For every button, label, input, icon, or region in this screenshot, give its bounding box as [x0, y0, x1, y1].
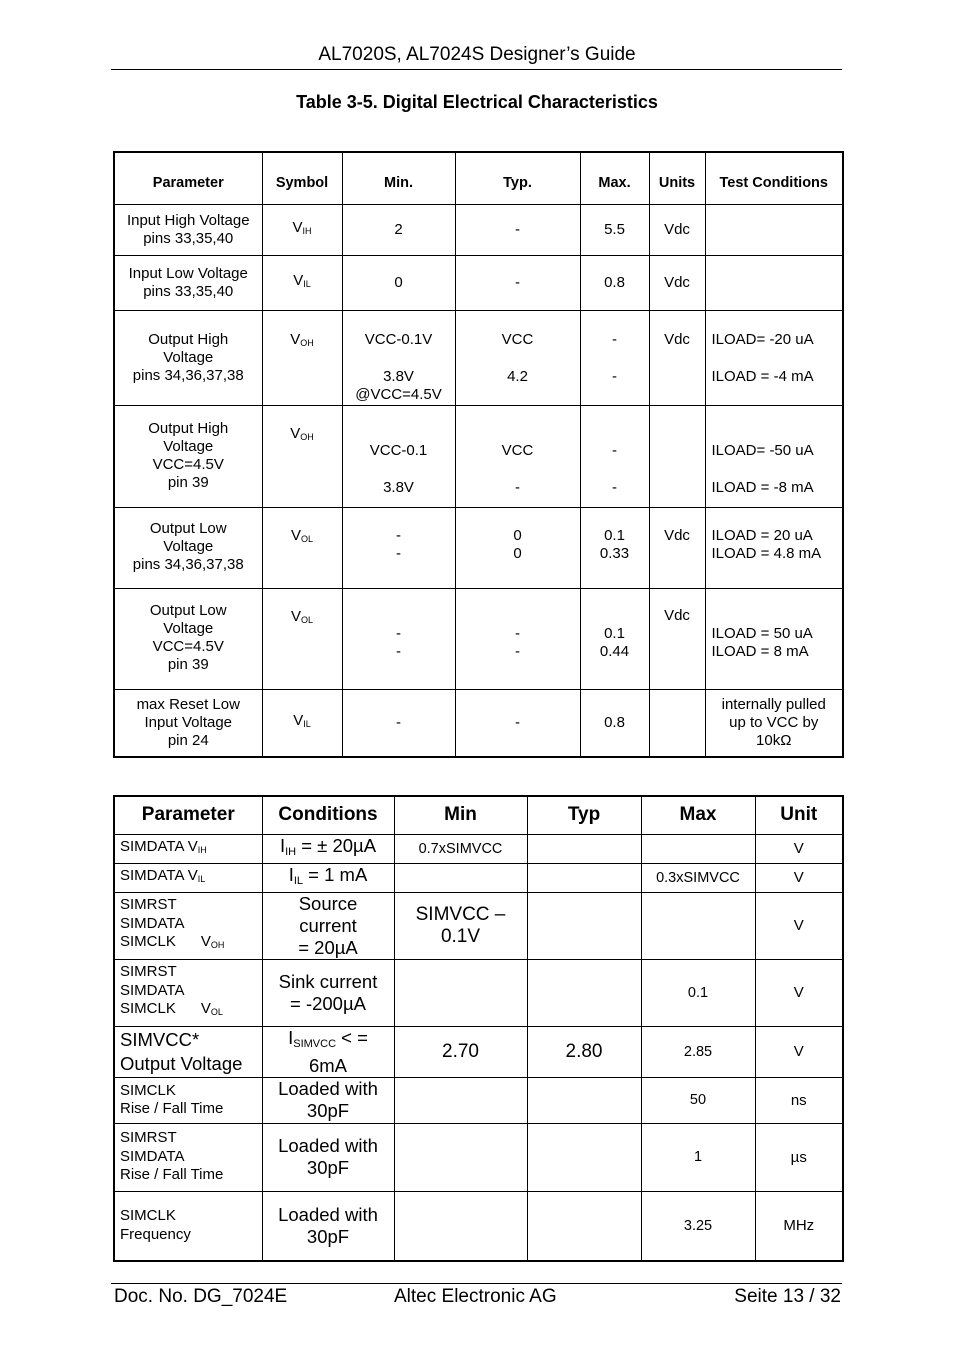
typ-cell: - - — [455, 588, 580, 689]
col-header-typ: Typ — [527, 796, 641, 834]
max-cell: 5.5 — [580, 204, 649, 255]
typ-cell — [527, 1123, 641, 1191]
conditions-cell: ILOAD = 20 uA ILOAD = 4.8 mA — [705, 507, 843, 588]
symbol-cell: $V_{IL}$ — [262, 255, 342, 310]
typ-cell — [527, 863, 641, 892]
col-header-conditions: Conditions — [262, 796, 394, 834]
min-cell: VCC-0.1 3.8V — [342, 405, 455, 507]
conditions-cell: IIH = ± 20µA — [262, 834, 394, 863]
conditions-cell — [705, 255, 843, 310]
max-cell: 0.1 — [641, 959, 755, 1026]
units-cell: Vdc — [649, 507, 705, 588]
min-cell: - - — [342, 588, 455, 689]
table-row — [114, 834, 843, 863]
table-header-row — [114, 796, 843, 834]
param-cell: SIMRST SIMDATA SIMCLK $V_{OL}$ — [114, 959, 262, 1026]
table-row — [114, 255, 843, 310]
typ-cell — [527, 1077, 641, 1123]
col-header-parameter: Parameter — [114, 796, 262, 834]
unit-cell: V — [755, 959, 843, 1026]
unit-cell: ns — [755, 1077, 843, 1123]
param-cell: Output Low Voltage pins 34,36,37,38 — [114, 507, 262, 588]
conditions-cell: Sink current = -200µA — [262, 959, 394, 1026]
min-cell — [394, 863, 527, 892]
param-cell: max Reset Low Input Voltage pin 24 — [114, 689, 262, 757]
symbol-cell: $V_{OL}$ — [262, 588, 342, 689]
max-cell: 50 — [641, 1077, 755, 1123]
col-header-min: Min — [394, 796, 527, 834]
typ-cell — [527, 892, 641, 959]
conditions-cell: internally pulled up to VCC by 10kΩ — [705, 689, 843, 757]
conditions-cell: Loaded with 30pF — [262, 1191, 394, 1261]
typ-cell — [527, 959, 641, 1026]
typ-cell — [527, 834, 641, 863]
typ-cell: - — [455, 255, 580, 310]
param-cell: Input High Voltage pins 33,35,40 — [114, 204, 262, 255]
conditions-cell — [705, 204, 843, 255]
table-row — [114, 689, 843, 757]
col-header-symbol: Symbol — [262, 152, 342, 204]
unit-cell: V — [755, 1026, 843, 1077]
unit-cell: V — [755, 892, 843, 959]
header-rule — [111, 69, 842, 70]
max-cell: - - — [580, 405, 649, 507]
param-cell: SIMRST SIMDATA SIMCLK $V_{OH}$ — [114, 892, 262, 959]
table-row — [114, 863, 843, 892]
param-cell: SIMRST SIMDATA Rise / Fall Time — [114, 1123, 262, 1191]
max-cell: - - — [580, 310, 649, 405]
min-cell: 0.7xSIMVCC — [394, 834, 527, 863]
max-cell: 1 — [641, 1123, 755, 1191]
param-cell: SIMCLK Frequency — [114, 1191, 262, 1261]
max-cell: 0.8 — [580, 255, 649, 310]
param-cell: Output Low Voltage VCC=4.5V pin 39 — [114, 588, 262, 689]
param-cell: SIMVCC* Output Voltage — [114, 1026, 262, 1077]
param-cell: SIMDATA $V_{IH}$ — [114, 834, 262, 863]
units-cell: Vdc — [649, 588, 705, 689]
max-cell: 0.8 — [580, 689, 649, 757]
conditions-cell: Loaded with 30pF — [262, 1123, 394, 1191]
conditions-cell: ISIMVCC < = 6mA — [262, 1026, 394, 1077]
table-header-row — [114, 152, 843, 204]
typ-cell: VCC - — [455, 405, 580, 507]
param-cell: Output High Voltage VCC=4.5V pin 39 — [114, 405, 262, 507]
table-row — [114, 1123, 843, 1191]
conditions-cell: ILOAD = 50 uA ILOAD = 8 mA — [705, 588, 843, 689]
param-cell: Output High Voltage pins 34,36,37,38 — [114, 310, 262, 405]
symbol-cell: $V_{OH}$ — [262, 405, 342, 507]
table-row — [114, 1026, 843, 1077]
max-cell: 0.1 0.33 — [580, 507, 649, 588]
col-header-min: Min. — [342, 152, 455, 204]
sim-interface-table — [113, 795, 844, 1262]
max-cell: 3.25 — [641, 1191, 755, 1261]
param-cell: SIMCLK Rise / Fall Time — [114, 1077, 262, 1123]
footer-doc-number: Doc. No. DG_7024E — [114, 1286, 288, 1307]
footer-company: Altec Electronic AG — [394, 1286, 557, 1307]
table-row — [114, 507, 843, 588]
unit-cell: µs — [755, 1123, 843, 1191]
typ-cell — [527, 1191, 641, 1261]
table-row — [114, 1191, 843, 1261]
conditions-cell: ILOAD= -20 uA ILOAD = -4 mA — [705, 310, 843, 405]
table-row — [114, 892, 843, 959]
table-row — [114, 310, 843, 405]
page-header-title: AL7020S, AL7024S Designer’s Guide — [318, 44, 636, 65]
min-cell: 0 — [342, 255, 455, 310]
table-caption: Table 3-5. Digital Electrical Characteristics — [296, 92, 658, 112]
col-header-max: Max — [641, 796, 755, 834]
col-header-parameter: Parameter — [114, 152, 262, 204]
min-cell — [394, 959, 527, 1026]
digital-characteristics-table — [113, 151, 844, 758]
conditions-cell: ILOAD= -50 uA ILOAD = -8 mA — [705, 405, 843, 507]
col-header-test-conditions: Test Conditions — [705, 152, 843, 204]
symbol-cell: $V_{OH}$ — [262, 310, 342, 405]
param-cell: Input Low Voltage pins 33,35,40 — [114, 255, 262, 310]
min-cell — [394, 1191, 527, 1261]
col-header-typ: Typ. — [455, 152, 580, 204]
typ-cell: - — [455, 204, 580, 255]
min-cell: 2.70 — [394, 1026, 527, 1077]
table-row — [114, 405, 843, 507]
col-header-max: Max. — [580, 152, 649, 204]
min-cell: - - — [342, 507, 455, 588]
conditions-cell: Loaded with 30pF — [262, 1077, 394, 1123]
symbol-cell: $V_{IH}$ — [262, 204, 342, 255]
symbol-cell: $V_{IL}$ — [262, 689, 342, 757]
typ-cell: 2.80 — [527, 1026, 641, 1077]
typ-cell: - — [455, 689, 580, 757]
min-cell — [394, 1077, 527, 1123]
units-cell — [649, 405, 705, 507]
min-cell: - — [342, 689, 455, 757]
min-cell — [394, 1123, 527, 1191]
max-cell: 2.85 — [641, 1026, 755, 1077]
max-cell: 0.3xSIMVCC — [641, 863, 755, 892]
symbol-cell: $V_{OL}$ — [262, 507, 342, 588]
units-cell — [649, 689, 705, 757]
col-header-unit: Unit — [755, 796, 843, 834]
footer-rule — [111, 1283, 842, 1284]
max-cell — [641, 892, 755, 959]
units-cell: Vdc — [649, 310, 705, 405]
min-cell: SIMVCC – 0.1V — [394, 892, 527, 959]
max-cell — [641, 834, 755, 863]
conditions-cell: IIL = 1 mA — [262, 863, 394, 892]
param-cell: SIMDATA $V_{IL}$ — [114, 863, 262, 892]
units-cell: Vdc — [649, 255, 705, 310]
table-row — [114, 959, 843, 1026]
table-row — [114, 588, 843, 689]
typ-cell: 0 0 — [455, 507, 580, 588]
table-row — [114, 204, 843, 255]
unit-cell: MHz — [755, 1191, 843, 1261]
unit-cell: V — [755, 834, 843, 863]
footer-page-number: Seite 13 / 32 — [734, 1286, 841, 1307]
col-header-units: Units — [649, 152, 705, 204]
max-cell: 0.1 0.44 — [580, 588, 649, 689]
min-cell: VCC-0.1V 3.8V @VCC=4.5V — [342, 310, 455, 405]
table-row — [114, 1077, 843, 1123]
units-cell: Vdc — [649, 204, 705, 255]
typ-cell: VCC 4.2 — [455, 310, 580, 405]
unit-cell: V — [755, 863, 843, 892]
conditions-cell: Source current = 20µA — [262, 892, 394, 959]
min-cell: 2 — [342, 204, 455, 255]
